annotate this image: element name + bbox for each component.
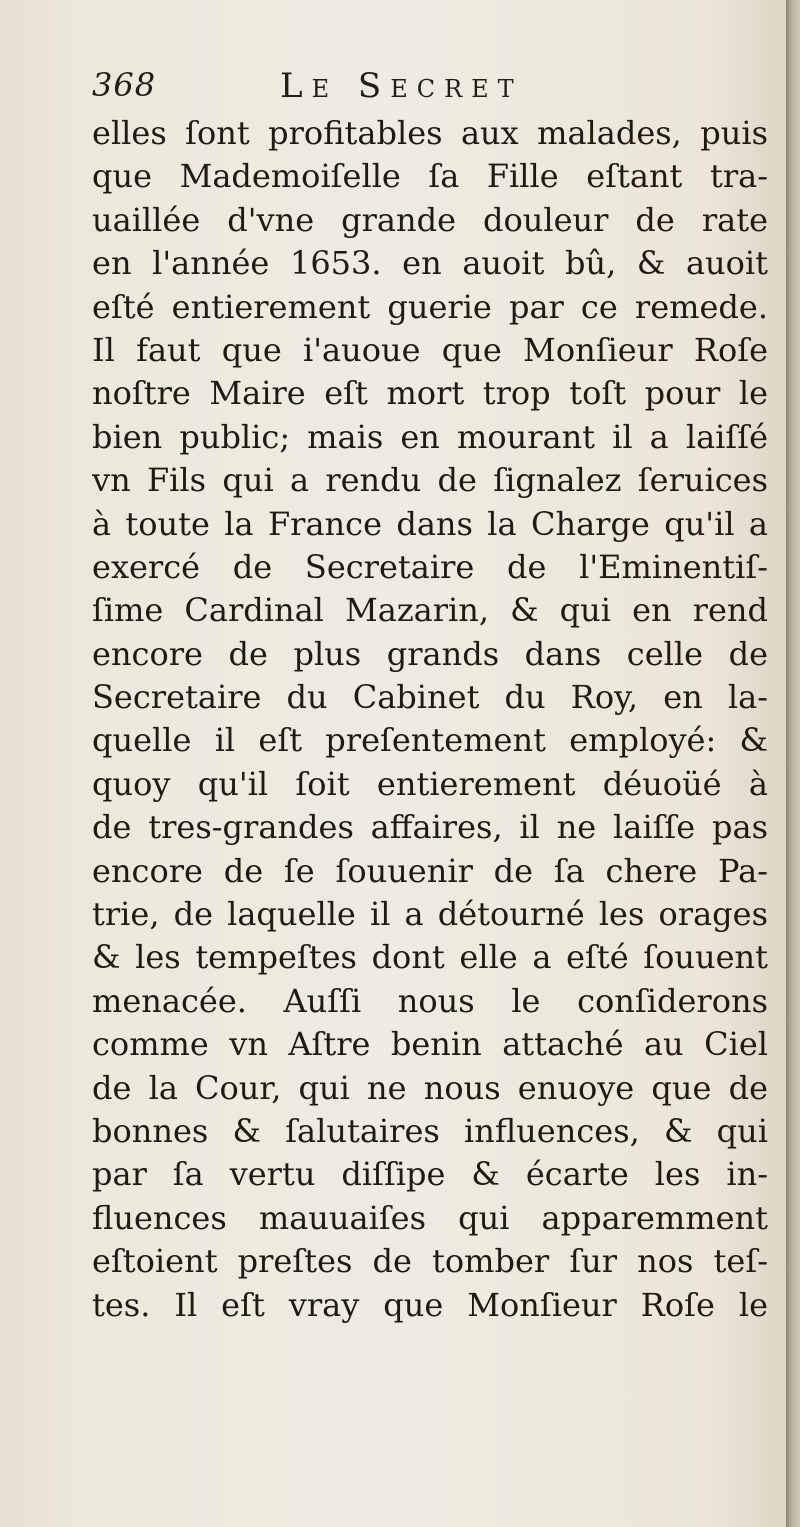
text-line: vn Fils qui a rendu de ſignalez ſeruices bbox=[92, 461, 768, 500]
running-title: Le Secret bbox=[280, 66, 523, 106]
text-line: de la Cour, qui ne nous enuoye que de bbox=[92, 1068, 768, 1107]
page-number: 368 bbox=[92, 66, 157, 104]
text-line: fluences mauuaiſes qui apparemment bbox=[92, 1198, 768, 1237]
text-line: trie, de laquelle il a détourné les orages bbox=[92, 895, 768, 934]
text-line: encore de ſe ſouuenir de ſa chere Pa- bbox=[92, 851, 768, 890]
page-edge-shadow bbox=[786, 0, 800, 1527]
text-line: par ſa vertu diſſipe & écarte les in- bbox=[92, 1155, 768, 1194]
text-line: uaillée d'vne grande douleur de rate bbox=[92, 200, 768, 239]
text-line: que Mademoiſelle ſa Fille eſtant tra- bbox=[92, 157, 768, 196]
text-line: comme vn Aſtre benin attaché au Ciel bbox=[92, 1025, 768, 1064]
text-line: eſtoient preſtes de tomber ſur nos teſ- bbox=[92, 1242, 768, 1281]
text-line: ſime Cardinal Mazarin, & qui en rend bbox=[92, 591, 768, 630]
text-line: menacée. Auſſi nous le conſiderons bbox=[92, 981, 768, 1020]
text-line: quelle il eſt preſentement employé: & bbox=[92, 721, 768, 760]
text-line: à toute la France dans la Charge qu'il a bbox=[92, 504, 768, 543]
text-line: exercé de Secretaire de l'Eminentiſ- bbox=[92, 547, 768, 586]
text-line: de tres-grandes affaires, il ne laiſſe pas bbox=[92, 808, 768, 847]
text-line: tes. Il eſt vray que Monſieur Roſe le bbox=[92, 1285, 768, 1324]
text-line: bien public; mais en mourant il a laiſſé bbox=[92, 417, 768, 456]
text-line: Secretaire du Cabinet du Roy, en la- bbox=[92, 678, 768, 717]
text-line: elles ſont profitables aux malades, puis bbox=[92, 114, 768, 152]
text-line: en l'année 1653. en auoit bû, & auoit bbox=[92, 244, 768, 283]
text-line: bonnes & ſalutaires influences, & qui bbox=[92, 1111, 768, 1150]
body-text bbox=[92, 112, 772, 1327]
text-line: & les tempeſtes dont elle a eſté ſouuent bbox=[92, 938, 768, 977]
text-line: quoy qu'il ſoit entierement déuoüé à bbox=[92, 764, 768, 803]
text-line: Il faut que i'auoue que Monſieur Roſe bbox=[92, 330, 768, 369]
text-line: eſté entierement guerie par ce remede. bbox=[92, 287, 768, 326]
page-header bbox=[92, 66, 772, 110]
text-line: noſtre Maire eſt mort trop toſt pour le bbox=[92, 374, 768, 413]
text-line: encore de plus grands dans celle de bbox=[92, 634, 768, 673]
